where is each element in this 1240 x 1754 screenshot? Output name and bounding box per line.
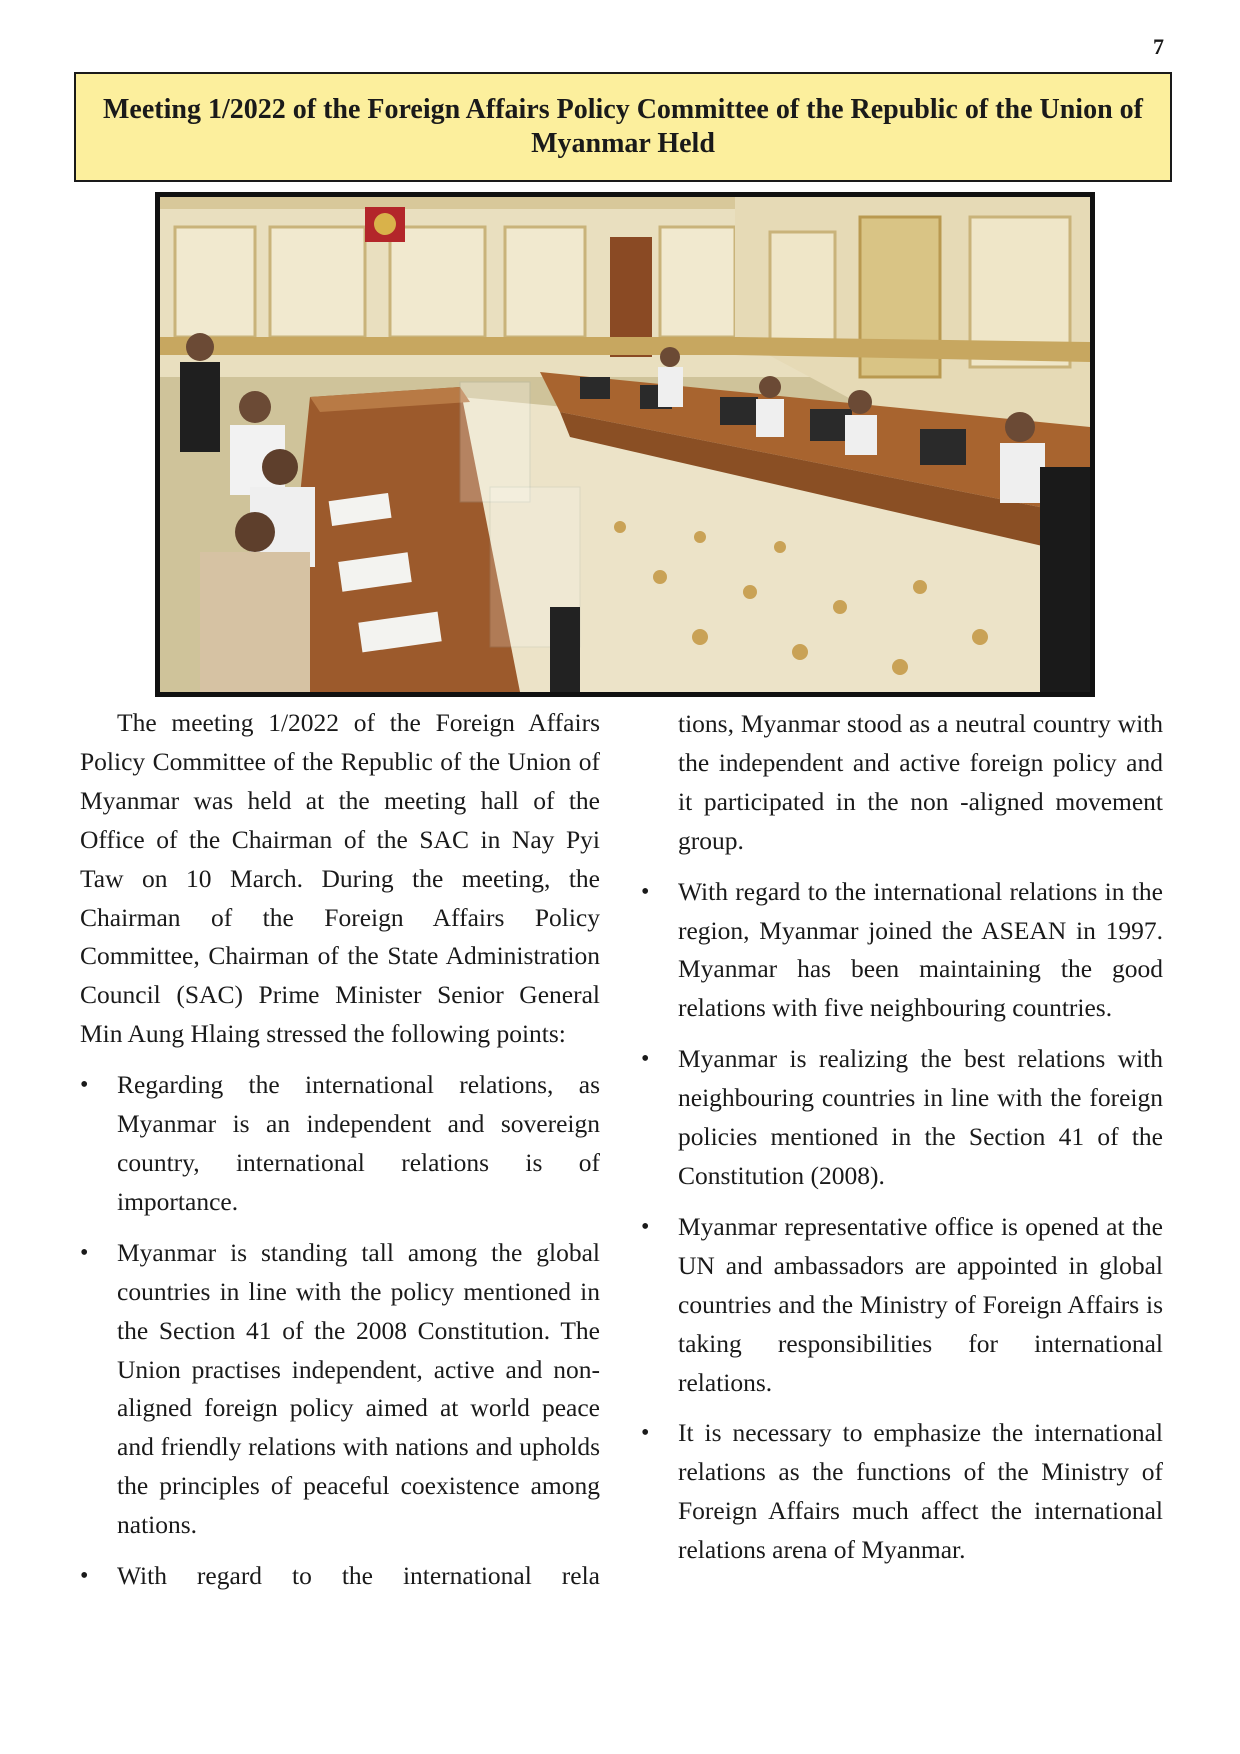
bullet-item: • Myanmar representative office is opened at the UN and ambassadors are appointed in global countries and the Ministry of Foreign Affairs is taking responsibilities for international relations. [641,1208,1163,1403]
title-banner [74,72,1172,182]
bullet-item: • With regard to the international rela [80,1557,600,1596]
bullet-item: • Myanmar is realizing the best relations with neighbouring countries in line with the foreign policies mentioned in the Section 41 of the Constitution (2008). [641,1040,1163,1196]
right-bullet-list [641,873,1163,1570]
article-column-left [80,704,600,1608]
meeting-hall-photo [155,192,1095,697]
article-intro: The meeting 1/2022 of the Foreign Affairs Policy Committee of the Republic of the Union of Myanmar was held at the meeting hall of the Office of the Chairman of the SAC in Nay Pyi Taw on 10 March. During the meeting, the Chairman of the Foreign Affairs Policy Committee, Chairman of the State Administration Council (SAC) Prime Minister Senior General Min Aung Hlaing stressed the following points: [80,708,600,1049]
article-column-right [641,705,1163,1582]
bullet-item: • With regard to the international relations in the region, Myanmar joined the ASEAN in 1997. Myanmar has been maintaining the good relations with five neighbouring countries. [641,873,1163,1029]
left-bullet-list [80,1066,600,1596]
bullet-continuation: tions, Myanmar stood as a neutral country with the independent and active foreign policy and it participated in the non -aligned movement group. [678,709,1163,855]
bullet-item: • It is necessary to emphasize the international relations as the functions of the Ministry of Foreign Affairs much affect the international relations arena of Myanmar. [641,1414,1163,1570]
bullet-item: • Myanmar is standing tall among the global countries in line with the policy mentioned in the Section 41 of the 2008 Constitution. The Union practises independent, active and non-aligned foreign policy aimed at world peace and friendly relations with nations and upholds the principles of peaceful coexistence among nations. [80,1234,600,1545]
photo-illustration [160,197,1090,692]
page-title: Meeting 1/2022 of the Foreign Affairs Policy Committee of the Republic of the Union of Myanmar Held [103,94,1143,159]
page-number: 7 [1153,34,1164,59]
bullet-item: • Regarding the international relations, as Myanmar is an independent and sovereign country, international relations is of importance. [80,1066,600,1222]
